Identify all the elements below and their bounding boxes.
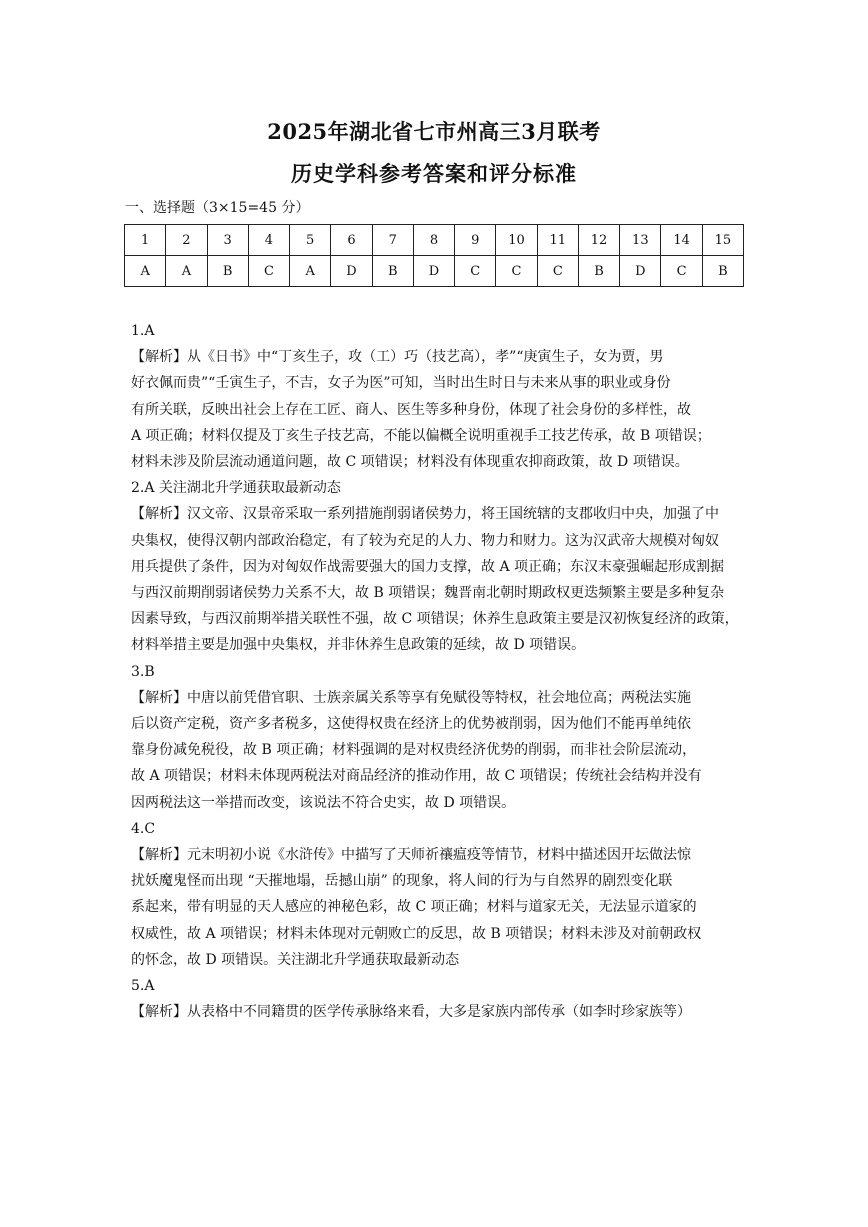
text-line: 因两税法这一举措而改变，该说法不符合史实，故 D 项错误。 (131, 794, 516, 811)
answer-cell: C (661, 256, 702, 287)
text-line: 【解析】从《日书》中“丁亥生子，攻（工）巧（技艺高），孝”“庚寅生子，女为贾，男 (131, 349, 664, 366)
text-line: 【解析】汉文帝、汉景帝采取一系列措施削弱诸侯势力，将王国统辖的支郡收归中央，加强了中 (131, 506, 719, 523)
answer-cell: B (578, 256, 619, 287)
text-line: A 项正确；材料仅提及丁亥生子技艺高，不能以偏概全说明重视手工技艺传承，故 B 项错误； (131, 427, 711, 444)
text-line: 材料举措主要是加强中央集权，并非休养生息政策的延续，故 D 项错误。 (131, 637, 586, 654)
text-line: 靠身份减免税役，故 B 项正确；材料强调的是对权贵经济优势的削弱，而非社会阶层流动， (131, 742, 697, 759)
answer-cell: A (290, 256, 331, 287)
question-number-cell: 13 (620, 225, 661, 256)
text-line: 材料未涉及阶层流动通道问题，故 C 项错误；材料没有体现重农抑商政策，故 D 项错误。 (131, 454, 689, 471)
answer-cell: C (455, 256, 496, 287)
text-line: 的怀念，故 D 项错误。关注湖北升学通获取最新动态 (131, 951, 460, 968)
document-title: 2025年湖北省七市州高三3月联考 (267, 119, 601, 144)
text-line: 【解析】元末明初小说《水浒传》中描写了天师祈禳瘟疫等情节，材料中描述因开坛做法惊 (131, 847, 691, 864)
question-number-cell: 12 (578, 225, 619, 256)
question-number-cell: 6 (331, 225, 372, 256)
question-number-cell: 7 (372, 225, 413, 256)
text-line: 央集权，使得汉朝内部政治稳定，有了较为充足的人力、物力和财力。这为汉武帝大规模对匈奴 (131, 532, 719, 549)
answer-cell: A (166, 256, 207, 287)
question-number-row (125, 225, 744, 256)
answer-row (125, 256, 744, 287)
question-number-cell: 3 (207, 225, 248, 256)
answer-cell: C (496, 256, 537, 287)
question-number-cell: 11 (537, 225, 578, 256)
text-line: 4.C (131, 820, 156, 837)
answer-cell: B (702, 256, 743, 287)
answer-cell: B (372, 256, 413, 287)
text-line: 故 A 项错误；材料未体现两税法对商品经济的推动作用，故 C 项错误；传统社会结构并没有 (131, 768, 702, 785)
answer-table (124, 224, 744, 287)
text-line: 与西汉前期削弱诸侯势力关系不大，故 B 项错误；魏晋南北朝时期政权更迭频繁主要是多种复杂 (131, 585, 725, 602)
text-line: 扰妖魔鬼怪而出现 “天摧地塌，岳撼山崩” 的现象，将人间的行为与自然界的剧烈变化联 (131, 873, 673, 890)
text-line: 1.A (131, 323, 155, 339)
question-number-cell: 10 (496, 225, 537, 256)
text-line: 用兵提供了条件，因为对匈奴作战需要强大的国力支撑，故 A 项正确；东汉末豪强崛起形成割据 (131, 558, 725, 575)
question-number-cell: 5 (290, 225, 331, 256)
text-line: 5.A (131, 978, 155, 995)
text-line: 因素导致，与西汉前期举措关联性不强，故 C 项错误；休养生息政策主要是汉初恢复经济的政策， (131, 611, 739, 628)
question-number-cell: 9 (455, 225, 496, 256)
question-number-cell: 15 (702, 225, 743, 256)
explanation-body (131, 318, 743, 1025)
answer-cell: D (620, 256, 661, 287)
question-number-cell: 8 (413, 225, 454, 256)
text-line: 2.A 关注湖北升学通获取最新动态 (131, 480, 341, 497)
answer-cell: A (125, 256, 166, 287)
text-line: 权威性，故 A 项错误；材料未体现对元朝败亡的反思，故 B 项错误；材料未涉及对前朝政权 (131, 925, 702, 942)
question-number-cell: 14 (661, 225, 702, 256)
text-line: 【解析】中唐以前凭借官职、士族亲属关系等享有免赋役等特权，社会地位高；两税法实施 (131, 689, 691, 706)
text-line: 好衣佩而贵”“壬寅生子，不吉，女子为医”可知，当时出生时日与未来从事的职业或身份 (131, 375, 671, 392)
text-line: 有所关联，反映出社会上存在工匠、商人、医生等多种身份，体现了社会身份的多样性，故 (131, 401, 691, 418)
text-line: 【解析】从表格中不同籍贯的医学传承脉络来看，大多是家族内部传承（如李时珍家族等） (131, 1004, 691, 1021)
answer-cell: B (207, 256, 248, 287)
question-number-cell: 2 (166, 225, 207, 256)
answer-cell: C (537, 256, 578, 287)
answer-cell: D (331, 256, 372, 287)
answer-cell: D (413, 256, 454, 287)
text-line: 后以资产定税，资产多者税多，这使得权贵在经济上的优势被削弱，因为他们不能再单纯依 (131, 716, 691, 733)
text-line: 系起来，带有明显的天人感应的神秘色彩，故 C 项正确；材料与道家无关，无法显示道家的 (131, 899, 697, 916)
section-heading: 一、选择题（3×15=45 分） (125, 200, 310, 216)
answer-cell: C (248, 256, 289, 287)
question-number-cell: 1 (125, 225, 166, 256)
text-line: 3.B (131, 663, 155, 680)
document-subtitle: 历史学科参考答案和评分标准 (291, 161, 577, 186)
question-number-cell: 4 (248, 225, 289, 256)
